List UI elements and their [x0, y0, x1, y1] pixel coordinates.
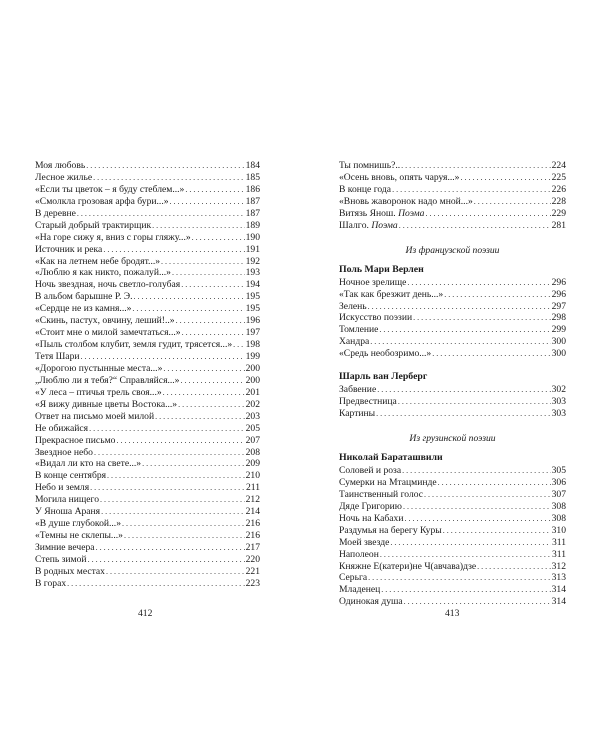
entry-page: 228 [551, 195, 566, 207]
dot-leader [122, 518, 245, 530]
toc-entry [35, 232, 260, 244]
toc-entry [339, 220, 566, 232]
dot-leader [107, 470, 245, 482]
toc-entry [35, 303, 260, 315]
page-number-left: 412 [138, 608, 153, 619]
entry-page: 314 [551, 584, 566, 596]
dot-leader [100, 494, 245, 506]
entry-title: «У леса – птичья трель своя...» [35, 386, 162, 398]
entry-page: 311 [551, 536, 566, 548]
entry-title: Наполеон [339, 548, 379, 560]
entry-title: В родных местах [35, 565, 105, 577]
author-lerberghe: Шарль ван Лерберг [339, 371, 428, 383]
dot-leader [132, 303, 244, 315]
toc-entry [35, 291, 260, 303]
toc-entry [339, 184, 566, 196]
toc-entry [35, 566, 260, 578]
entry-title-italic: Поэма [398, 207, 425, 219]
entry-page: 296 [551, 276, 566, 288]
toc-entry [35, 279, 260, 291]
entry-title: Зимние вечера [35, 542, 95, 553]
toc-entry [35, 447, 260, 459]
toc-entry [339, 208, 566, 220]
dot-leader [163, 387, 245, 399]
dot-leader [152, 220, 244, 232]
toc-entry [35, 542, 260, 554]
entry-page: 194 [245, 279, 260, 291]
dot-leader [96, 542, 245, 554]
author-verlaine: Поль Мари Верлен [339, 263, 424, 275]
dot-leader [460, 172, 550, 184]
toc-entry [339, 336, 566, 348]
entry-title: Степь зимой [35, 553, 87, 565]
entry-page: 197 [245, 327, 260, 339]
toc-entry [35, 375, 260, 387]
toc-entry [339, 277, 566, 289]
entry-page: 298 [551, 312, 566, 324]
entry-page: 300 [551, 336, 566, 348]
dot-leader [181, 279, 244, 291]
entry-title: Старый добрый трактирщик [35, 219, 152, 231]
dot-leader [124, 530, 245, 542]
section-heading-french: Из французской поэзии [405, 244, 500, 256]
entry-title: «В душе глубокой...» [35, 518, 121, 530]
entry-page: 229 [551, 207, 566, 219]
entry-page: 225 [551, 171, 566, 183]
entry-title: В конце года [339, 183, 392, 195]
toc-entry [35, 184, 260, 196]
entry-title: «Темны не склепы...» [35, 530, 123, 542]
entry-title: Картины [339, 408, 376, 420]
toc-entry [339, 501, 566, 513]
toc-entry [35, 482, 260, 494]
entry-page: 191 [245, 243, 260, 255]
entry-title: Ты помнишь?.. [339, 160, 401, 171]
dot-leader [67, 578, 244, 590]
entry-title: Томление [339, 324, 379, 336]
dot-leader [116, 435, 244, 447]
entry-title: «Стоит мне о милой замечтаться...» [35, 327, 181, 339]
entry-title: «Я вижу дивные цветы Востока...» [35, 398, 178, 410]
dot-leader [407, 277, 550, 289]
entry-title: Сумерки на Мтацминде [339, 476, 437, 488]
toc-entry [35, 458, 260, 470]
entry-title: «Осень вновь, опять чаруя...» [339, 171, 460, 183]
entry-page: 190 [245, 231, 260, 243]
entry-page: 198 [245, 339, 260, 351]
toc-entry [35, 530, 260, 542]
entry-title: В деревне [35, 207, 76, 219]
entry-title: Хандра [339, 336, 370, 348]
entry-title: Могила нищего [35, 494, 100, 506]
toc-entry [35, 363, 260, 375]
dot-leader [101, 506, 245, 518]
dot-leader [376, 408, 551, 420]
dot-leader [404, 596, 551, 608]
toc-entry [339, 513, 566, 525]
entry-title: Шалгo. Поэма [339, 219, 398, 231]
entry-title: «Сердце не из камня...» [35, 303, 132, 315]
entry-page: 202 [245, 398, 260, 410]
dot-leader [424, 489, 551, 501]
toc-entry [339, 549, 566, 561]
toc-entry [339, 584, 566, 596]
entry-title: «Как на летнем небе бродят...» [35, 255, 161, 267]
dot-leader [90, 482, 245, 494]
toc-entry [339, 465, 566, 477]
toc-entry [35, 208, 260, 220]
page-number-right: 413 [445, 608, 460, 619]
toc-entry [339, 525, 566, 537]
entry-title: Забвение [339, 384, 377, 396]
entry-page: 185 [245, 171, 260, 183]
dot-leader [402, 465, 551, 477]
left-page-toc [35, 160, 260, 590]
entry-page: 189 [245, 219, 260, 231]
toc-entry [339, 289, 566, 301]
dot-leader [368, 572, 550, 584]
dot-leader [155, 411, 245, 423]
entry-page: 211 [245, 482, 260, 494]
entry-title: Лесное жилье [35, 171, 93, 183]
dot-leader [161, 256, 245, 268]
toc-entry [35, 256, 260, 268]
entry-title: Дяде Григорию [339, 500, 402, 512]
entry-title: В альбом барышне Р. Э. [35, 291, 133, 303]
dot-leader [182, 327, 245, 339]
entry-page: 196 [245, 315, 260, 327]
entry-page: 306 [551, 476, 566, 488]
entry-title: Ночь звездная, ночь светло-голубая [35, 279, 181, 291]
dot-leader [390, 537, 551, 549]
dot-leader [178, 399, 245, 411]
toc-entry [339, 408, 566, 420]
dot-leader [89, 423, 245, 435]
dot-leader [444, 289, 550, 301]
toc-entry [339, 561, 566, 573]
entry-title: Соловей и роза [339, 465, 402, 476]
dot-leader [170, 196, 245, 208]
dot-leader [379, 324, 550, 336]
entry-page: 299 [551, 324, 566, 336]
entry-title: Небо и земля [35, 482, 90, 494]
entry-page: 203 [245, 410, 260, 422]
entry-page: 308 [551, 512, 566, 524]
dot-leader [401, 160, 550, 172]
entry-page: 205 [245, 422, 260, 434]
entry-title: Серьга [339, 572, 368, 584]
entry-page: 303 [551, 396, 566, 408]
entry-title: Искусство поэзии [339, 312, 413, 324]
dot-leader [381, 584, 550, 596]
entry-page: 226 [551, 183, 566, 195]
entry-page: 311 [551, 548, 566, 560]
entry-title: Младенец [339, 584, 381, 596]
toc-entry [339, 477, 566, 489]
entry-page: 210 [245, 470, 260, 482]
entry-page: 187 [245, 207, 260, 219]
dot-leader [432, 348, 550, 360]
entry-title: В горах [35, 577, 67, 589]
entry-page: 310 [551, 524, 566, 536]
entry-title: «Люблю я как никто, пожалуй...» [35, 267, 171, 279]
dot-leader [180, 375, 244, 387]
entry-title: Ответ на письмо моей милой [35, 410, 155, 422]
toc-entry [339, 384, 566, 396]
dot-leader [403, 501, 551, 513]
right-page-toc [339, 160, 566, 608]
toc-entry [35, 315, 260, 327]
entry-page: 216 [245, 518, 260, 530]
toc-entry [35, 267, 260, 279]
entry-page: 212 [245, 494, 260, 506]
entry-title: Раздумья на берегу Куры [339, 524, 442, 536]
entry-page: 223 [245, 577, 260, 589]
entry-page: 224 [551, 160, 566, 171]
entry-page: 296 [551, 288, 566, 300]
section-heading-georgian: Из грузинской поэзии [409, 433, 496, 444]
entry-page: 208 [245, 446, 260, 458]
entry-title: «Вновь жаворонок надо мной...» [339, 195, 473, 207]
dot-leader [192, 232, 245, 244]
entry-page: 302 [551, 384, 566, 396]
entry-title: Источник и река [35, 243, 103, 255]
toc-entry [35, 172, 260, 184]
dot-leader [94, 447, 245, 459]
entry-title: «Смолкла грозовая арфа бури...» [35, 195, 169, 207]
entry-title: Звездное небо [35, 446, 93, 458]
entry-page: 221 [245, 565, 260, 577]
entry-title: Зелень [339, 300, 367, 312]
entry-title: Прекрасное письмо [35, 434, 116, 446]
entry-page: 201 [245, 386, 260, 398]
toc-entry [339, 160, 566, 172]
toc-entry [35, 470, 260, 482]
entry-title: Предвестница [339, 396, 397, 408]
dot-leader [185, 184, 244, 196]
entry-page: 199 [245, 351, 260, 362]
entry-page: 195 [245, 303, 260, 315]
dot-leader [103, 244, 244, 256]
toc-entry [339, 196, 566, 208]
entry-page: 305 [551, 465, 566, 476]
dot-leader [233, 339, 244, 351]
toc-entry [339, 396, 566, 408]
dot-leader [380, 549, 551, 561]
entry-title: «Пыль столбом клубит, земля гудит, трясется...» [35, 339, 233, 351]
entry-title: Княжне Е(катери)не Ч(авчава)дзе [339, 560, 477, 572]
toc-entry [35, 578, 260, 590]
entry-page: 192 [245, 255, 260, 267]
toc-entry [35, 399, 260, 411]
entry-title: В конце сентября [35, 470, 107, 482]
entry-title: «Скинь, пастух, овчину, леший!..» [35, 315, 175, 327]
dot-leader [134, 291, 245, 303]
dot-leader [474, 196, 551, 208]
entry-page: 312 [551, 560, 566, 572]
dot-leader [163, 363, 244, 375]
entry-title: «Видал ли кто на свете...» [35, 458, 142, 470]
entry-page: 220 [245, 553, 260, 565]
toc-entry [339, 572, 566, 584]
entry-title: Тетя Шари [35, 351, 80, 362]
entry-title: Витязь Янош. Поэма [339, 207, 425, 219]
dot-leader [176, 315, 245, 327]
toc-entry [35, 494, 260, 506]
toc-entry [339, 537, 566, 549]
toc-entry [339, 312, 566, 324]
dot-leader [172, 267, 245, 279]
toc-entry [35, 327, 260, 339]
entry-title: „Люблю ли я тебя?“ Справляйся...» [35, 374, 180, 386]
entry-title: «Так как брезжит день...» [339, 288, 444, 300]
dot-leader [77, 208, 245, 220]
entry-page: 187 [245, 195, 260, 207]
entry-page: 207 [245, 434, 260, 446]
dot-leader [398, 396, 551, 408]
toc-entry [35, 554, 260, 566]
toc-entry [35, 506, 260, 518]
toc-entry [35, 220, 260, 232]
entry-title: Таинственный голос [339, 488, 424, 500]
entry-title: «Средь необозримо...» [339, 348, 432, 360]
entry-title: «Дорогою пустынные места...» [35, 362, 163, 374]
entry-page: 216 [245, 530, 260, 542]
entry-title: Ночь на Кабахи [339, 512, 404, 524]
entry-page: 217 [245, 542, 260, 553]
dot-leader [392, 184, 551, 196]
toc-entry [339, 324, 566, 336]
toc-entry [35, 518, 260, 530]
entry-page: 209 [245, 458, 260, 470]
dot-leader [438, 477, 551, 489]
toc-entry [35, 196, 260, 208]
toc-entry [339, 301, 566, 313]
entry-title: Одинокая душа [339, 596, 403, 608]
entry-title: Не обижайся [35, 422, 89, 434]
entry-page: 281 [551, 219, 566, 231]
toc-entry [339, 172, 566, 184]
dot-leader [88, 554, 245, 566]
dot-leader [377, 384, 550, 396]
entry-title: «Если ты цветок – я буду стеблем...» [35, 183, 185, 195]
dot-leader [399, 220, 551, 232]
entry-page: 186 [245, 183, 260, 195]
entry-page: 307 [551, 488, 566, 500]
dot-leader [86, 160, 244, 172]
entry-page: 195 [245, 291, 260, 303]
toc-entry [339, 596, 566, 608]
entry-page: 200 [245, 362, 260, 374]
dot-leader [93, 172, 245, 184]
entry-title: Моей звезде [339, 536, 390, 548]
entry-page: 184 [245, 160, 260, 171]
entry-title: Ночное зрелище [339, 276, 407, 288]
dot-leader [106, 566, 245, 578]
entry-page: 193 [245, 267, 260, 279]
entry-page: 200 [245, 374, 260, 386]
toc-entry [35, 435, 260, 447]
entry-page: 214 [245, 506, 260, 518]
dot-leader [142, 458, 245, 470]
entry-title: Моя любовь [35, 160, 86, 171]
toc-entry [35, 160, 260, 172]
toc-entry [339, 489, 566, 501]
toc-entry [35, 423, 260, 435]
entry-page: 303 [551, 408, 566, 420]
dot-leader [81, 351, 245, 363]
entry-page: 314 [551, 596, 566, 608]
toc-entry [35, 411, 260, 423]
dot-leader [404, 513, 550, 525]
entry-title: У Яноша Араня [35, 506, 101, 518]
entry-title: «На горе сижу я, вниз с горы гляжу...» [35, 231, 191, 243]
dot-leader [443, 525, 551, 537]
toc-entry [35, 339, 260, 351]
dot-leader [370, 336, 550, 348]
toc-entry [35, 351, 260, 363]
dot-leader [477, 561, 550, 573]
dot-leader [368, 301, 551, 313]
entry-page: 300 [551, 348, 566, 360]
entry-page: 308 [551, 500, 566, 512]
toc-entry [339, 348, 566, 360]
dot-leader [425, 208, 550, 220]
entry-page: 313 [551, 572, 566, 584]
author-baratashvili: Николай Бараташвили [339, 452, 443, 463]
entry-title-italic: Поэма [371, 219, 398, 231]
toc-entry [35, 244, 260, 256]
toc-entry [35, 387, 260, 399]
entry-page: 297 [551, 300, 566, 312]
dot-leader [413, 312, 551, 324]
